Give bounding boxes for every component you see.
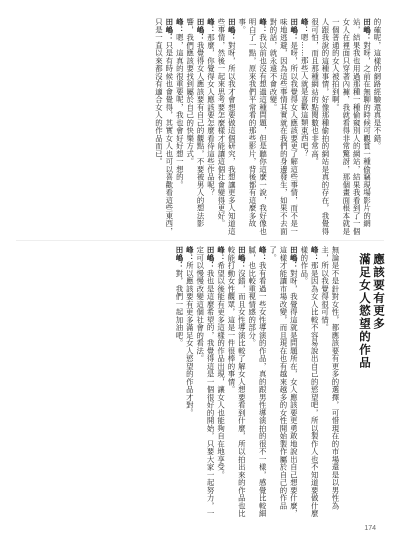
- speaker-label: 峰：: [258, 246, 268, 262]
- paragraph-text: 所以應該要有更多滿足女人慾望的作品才對。: [185, 261, 195, 417]
- paragraph: [184, 18, 205, 236]
- paragraph-text: 我有看過一些女性導演的作品，真的跟男性導演拍的很不一樣，感覺比較細膩，也比較重視情感的部分。: [247, 246, 268, 518]
- speaker-label: 田嶋：: [362, 18, 372, 42]
- speaker-label: 田嶋：: [237, 246, 247, 270]
- paragraph-text: 對呀，之前在無聊的時候可觀賞一種偷竊現場影片的網站，結果我也用過那種一種偷窺別人的網站，結果我看到了一個女人在裡面只穿著內褲，我就看得非常驚訝，那個畫面根本就是一個普通的女人被拍到啊。: [331, 18, 372, 235]
- speaker-label: 田嶋：: [174, 246, 184, 270]
- paragraph: [319, 246, 340, 518]
- paragraph-text: 沒錯，而且女性導演比較了解女人想要看到什麼，所以拍出來的作品也比較能打動女性觀眾，這是一件很棒的事情。: [226, 246, 247, 518]
- speaker-label: 田嶋：: [196, 18, 206, 42]
- speaker-label: 峰：: [175, 18, 185, 34]
- paragraph: [298, 246, 319, 518]
- paragraph: [174, 246, 184, 518]
- speaker-label: 峰：: [300, 18, 310, 34]
- paragraph-text: 的確呢，這樣的網路經驗還真是不錯。: [373, 18, 382, 150]
- heading-line-2: 滿足女人慾望的作品: [358, 253, 372, 370]
- paragraph-text: 只是有時候也會覺得，其實女人也可以喜歡看這些東西，只是一直以來都沒有適合女人的作品而已。: [154, 18, 174, 235]
- paragraph: [267, 246, 298, 518]
- speaker-label: 田嶋：: [289, 18, 299, 42]
- paragraph: [236, 18, 267, 236]
- speaker-label: 田嶋：: [164, 18, 174, 42]
- paragraph-text: 對呀，所以我才會想要做這個研究，我想讓更多人知道這些事情，然後一起來思考要怎麼樣才能讓這個社會變得更好。: [216, 18, 237, 235]
- bottom-text-block: [16, 246, 340, 518]
- paragraph: [216, 18, 237, 236]
- paragraph-text: 那是因為女人比較不容易說出自己的慾望吧，所以製作人也不知道要做什麼樣的作品。: [299, 246, 320, 518]
- speaker-label: 峰：: [206, 18, 216, 34]
- paragraph-text: 是呀，所以我覺得女人應該要更了解這些事情，而不是一味地逃避，因為這些事情其實就在我們的身邊發生，如果不去面對的話，就永遠不會改變。: [268, 18, 299, 235]
- paragraph: [215, 246, 225, 518]
- speaker-label: 峰：: [258, 18, 268, 34]
- paragraph: [205, 18, 215, 236]
- heading-line-1: 應該要有更多: [372, 253, 386, 331]
- paragraph-text: 我以前也沒有想過這種問題，但是聽你這麼一說，我好像也明白了一點，原來我們平常看的那些影片，背後都有這麼多故事。: [237, 18, 268, 235]
- paragraph-text: 我也是這麼希望的，我覺得這是一個很好的開始，只要大家一起努力，一定可以慢慢改變這個社會的看法。: [195, 246, 216, 518]
- paragraph: [174, 18, 184, 236]
- speaker-label: 峰：: [185, 246, 195, 262]
- speaker-label: 田嶋：: [227, 18, 237, 42]
- paragraph: [226, 246, 247, 518]
- speaker-label: 田嶋：: [206, 246, 216, 270]
- section-heading: [358, 253, 386, 369]
- paragraph: [194, 246, 215, 518]
- paragraph: [372, 18, 382, 236]
- paragraph-text: 人跟我說的這種事情，好像那種偷拍的網站是真的存在，我覺得很可怕，而且那種網站的點閱數也非常高。: [310, 18, 330, 235]
- paragraph: [153, 18, 174, 236]
- paragraph-text: 嗯……那些人就是喜歡這類東西吧？: [300, 33, 310, 158]
- page-number: 174: [364, 525, 376, 532]
- paragraph: [246, 246, 267, 518]
- paragraph: [299, 18, 309, 236]
- paragraph-text: 嗯，這真的很重要呢，我也會好好想一想的。: [175, 33, 185, 189]
- paragraph-text: 無論是不是針對女性，都應該要有更多的選擇，可惜現在的市場還是以男性為主，所以我覺得很可惜。: [320, 246, 340, 510]
- paragraph: [330, 18, 372, 236]
- paragraph: [184, 246, 194, 518]
- section-divider: [16, 240, 384, 241]
- paragraph-text: 我覺得女人應該要有自己的觀點，不要被男人的想法影響，我們應該要找到屬於自己的快樂方式。: [185, 18, 206, 228]
- paragraph: [268, 18, 299, 236]
- speaker-label: 峰：: [216, 246, 226, 262]
- top-text-block: [14, 18, 382, 236]
- paragraph-text: 對呀，我覺得這就是問題所在，女人應該要更勇敢地說出自己想要什麼，這樣才能讓市場改變，而且現在也有越來越多的女性開始製作屬於自己的作品了。: [268, 246, 299, 518]
- paragraph-text: 希望以後能有更多這樣的作品出現，讓女人也能夠自在地享受。: [216, 261, 226, 479]
- paragraph: [309, 18, 330, 236]
- speaker-label: 田嶋：: [289, 246, 299, 270]
- speaker-label: 峰：: [310, 246, 320, 262]
- paragraph-text: 那麼，你覺得女人應該要怎麼看待這些作品呢？: [206, 33, 216, 197]
- paragraph-text: 對，我們一起加油吧。: [174, 269, 184, 347]
